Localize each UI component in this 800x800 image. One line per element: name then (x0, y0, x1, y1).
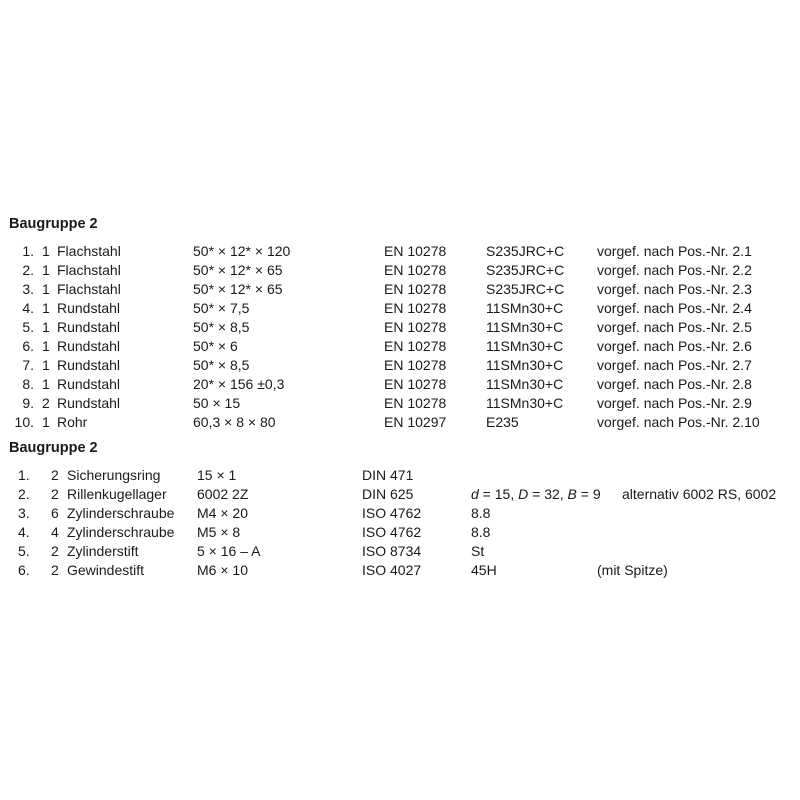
standard: EN 10278 (384, 395, 447, 411)
group1-title: Baugruppe 2 (9, 216, 98, 232)
standard: EN 10278 (384, 319, 447, 335)
material: 11SMn30+C (486, 395, 564, 411)
part-name: Rundstahl (57, 357, 121, 373)
dimensions: 5 × 16 – A (197, 543, 261, 559)
bearing-outer-d-symbol: D (518, 486, 529, 502)
standard: ISO 4762 (362, 524, 422, 540)
part-name: Zylinderstift (67, 543, 139, 559)
dimensions: 50* × 7,5 (193, 300, 250, 316)
remark: vorgef. nach Pos.-Nr. 2.2 (597, 262, 752, 278)
part-name: Rundstahl (57, 376, 121, 392)
position-number: 5. (18, 543, 30, 559)
part-name: Rillenkugellager (67, 486, 167, 502)
part-name: Rundstahl (57, 300, 121, 316)
table-row (0, 318, 800, 337)
table-row (0, 299, 800, 318)
bearing-d-value: = 15, (478, 486, 519, 502)
standard: EN 10278 (384, 243, 447, 259)
standard: EN 10278 (384, 262, 447, 278)
standard: EN 10278 (384, 281, 447, 297)
remark: vorgef. nach Pos.-Nr. 2.9 (597, 395, 752, 411)
remark: vorgef. nach Pos.-Nr. 2.10 (597, 414, 760, 430)
dimensions: 50* × 8,5 (193, 357, 250, 373)
table-row (0, 394, 800, 413)
table-row (0, 261, 800, 280)
dimensions: 50* × 12* × 65 (193, 262, 283, 278)
bearing-b-value: = 9 (576, 486, 601, 502)
material: S235JRC+C (486, 243, 565, 259)
part-name: Rohr (57, 414, 88, 430)
quantity: 1 (42, 300, 50, 316)
dimensions: M6 × 10 (197, 562, 248, 578)
bearing-spec (471, 485, 601, 504)
quantity: 2 (51, 562, 59, 578)
position-number: 6. (18, 562, 30, 578)
dimensions: 50 × 15 (193, 395, 241, 411)
material: 11SMn30+C (486, 357, 564, 373)
position-number: 10. (14, 414, 34, 430)
position-number: 8. (22, 376, 34, 392)
part-name: Flachstahl (57, 243, 121, 259)
table-row (0, 542, 800, 561)
table-row (0, 561, 800, 580)
position-number: 3. (22, 281, 34, 297)
table-row (0, 466, 800, 485)
dimensions: M5 × 8 (197, 524, 241, 540)
standard: EN 10278 (384, 300, 447, 316)
material: 8.8 (471, 505, 491, 521)
bearing-b-symbol: B (567, 486, 577, 502)
dimensions: M4 × 20 (197, 505, 248, 521)
part-name: Zylinderschraube (67, 524, 175, 540)
material: 11SMn30+C (486, 319, 564, 335)
dimensions: 60,3 × 8 × 80 (193, 414, 276, 430)
position-number: 1. (18, 467, 30, 483)
material: 11SMn30+C (486, 376, 564, 392)
quantity: 1 (42, 414, 50, 430)
standard: EN 10297 (384, 414, 447, 430)
quantity: 1 (42, 262, 50, 278)
remark: vorgef. nach Pos.-Nr. 2.5 (597, 319, 752, 335)
remark: vorgef. nach Pos.-Nr. 2.7 (597, 357, 752, 373)
quantity: 1 (42, 376, 50, 392)
table-row (0, 242, 800, 261)
standard: EN 10278 (384, 338, 447, 354)
standard: DIN 625 (362, 486, 414, 502)
quantity: 4 (51, 524, 59, 540)
position-number: 2. (18, 486, 30, 502)
quantity: 1 (42, 243, 50, 259)
part-name: Gewindestift (67, 562, 145, 578)
dimensions: 20* × 156 ±0,3 (193, 376, 285, 392)
dimensions: 6002 2Z (197, 486, 249, 502)
dimensions: 50* × 12* × 120 (193, 243, 291, 259)
standard: ISO 4027 (362, 562, 422, 578)
part-name: Sicherungsring (67, 467, 161, 483)
quantity: 1 (42, 281, 50, 297)
quantity: 2 (51, 467, 59, 483)
standard: EN 10278 (384, 357, 447, 373)
table-row (0, 504, 800, 523)
material: St (471, 543, 485, 559)
position-number: 4. (18, 524, 30, 540)
dimensions: 50* × 8,5 (193, 319, 250, 335)
material: 45H (471, 562, 497, 578)
quantity: 2 (42, 395, 50, 411)
quantity: 1 (42, 338, 50, 354)
dimensions: 50* × 12* × 65 (193, 281, 283, 297)
part-name: Rundstahl (57, 319, 121, 335)
dimensions: 50* × 6 (193, 338, 238, 354)
bearing-alternative: alternativ 6002 RS, 6002 (622, 486, 777, 502)
bearing-d-symbol: d (471, 486, 479, 502)
position-number: 7. (22, 357, 34, 373)
position-number: 6. (22, 338, 34, 354)
position-number: 5. (22, 319, 34, 335)
standard: ISO 4762 (362, 505, 422, 521)
standard: ISO 8734 (362, 543, 422, 559)
standard: EN 10278 (384, 376, 447, 392)
dimensions: 15 × 1 (197, 467, 237, 483)
quantity: 2 (51, 486, 59, 502)
table-row (0, 280, 800, 299)
position-number: 4. (22, 300, 34, 316)
material: 11SMn30+C (486, 300, 564, 316)
material: S235JRC+C (486, 262, 565, 278)
group2-title: Baugruppe 2 (9, 440, 98, 456)
quantity: 6 (51, 505, 59, 521)
quantity: 1 (42, 319, 50, 335)
table-row (0, 375, 800, 394)
part-name: Rundstahl (57, 395, 121, 411)
remark: vorgef. nach Pos.-Nr. 2.1 (597, 243, 752, 259)
quantity: 1 (42, 357, 50, 373)
position-number: 9. (22, 395, 34, 411)
table-row (0, 337, 800, 356)
remark: (mit Spitze) (597, 562, 668, 578)
table-row (0, 523, 800, 542)
material: 11SMn30+C (486, 338, 564, 354)
part-name: Flachstahl (57, 281, 121, 297)
standard: DIN 471 (362, 467, 414, 483)
remark: vorgef. nach Pos.-Nr. 2.4 (597, 300, 752, 316)
part-name: Rundstahl (57, 338, 121, 354)
table-row (0, 356, 800, 375)
remark: vorgef. nach Pos.-Nr. 2.8 (597, 376, 752, 392)
remark: vorgef. nach Pos.-Nr. 2.6 (597, 338, 752, 354)
material: 8.8 (471, 524, 491, 540)
remark: vorgef. nach Pos.-Nr. 2.3 (597, 281, 752, 297)
position-number: 1. (22, 243, 34, 259)
quantity: 2 (51, 543, 59, 559)
position-number: 3. (18, 505, 30, 521)
material: E235 (486, 414, 519, 430)
part-name: Flachstahl (57, 262, 121, 278)
bearing-outer-d-value: = 32, (528, 486, 568, 502)
part-name: Zylinderschraube (67, 505, 175, 521)
table-row (0, 413, 800, 432)
position-number: 2. (22, 262, 34, 278)
table-row (0, 485, 800, 504)
material: S235JRC+C (486, 281, 565, 297)
